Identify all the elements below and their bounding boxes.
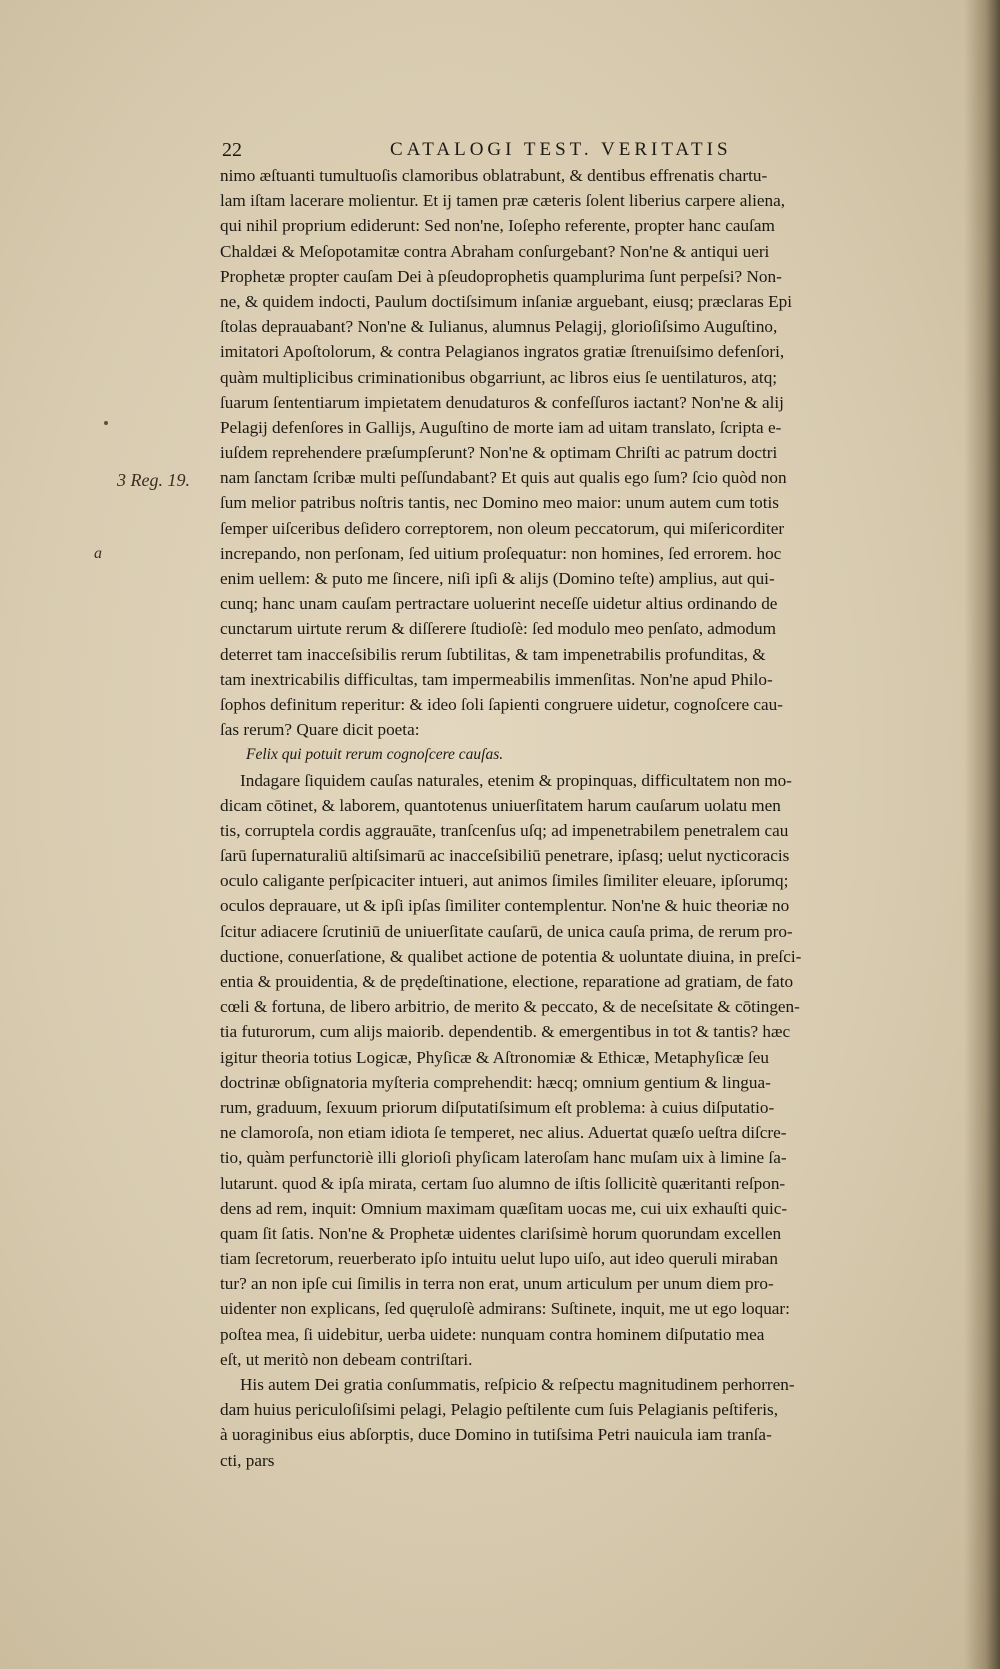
text-line: Felix qui potuit rerum cognoſcere cauſas.	[246, 746, 504, 764]
text-line: deterret tam inacceſsibilis rerum ſubtilitas, & tam impenetrabilis profunditas, &	[220, 644, 766, 664]
text-line: ſophos definitum reperitur: & ideo ſoli ſapienti congruere uidetur, cognoſcere cau-	[220, 694, 783, 714]
text-line: uidenter non explicans, ſed quęruloſè admirans: Suſtinete, inquit, me ut ego loquar:	[220, 1299, 790, 1319]
page-number: 22	[222, 139, 242, 161]
text-line: ductione, conuerſatione, & qualibet actione de potentia & uoluntate diuina, in preſci-	[220, 946, 802, 966]
text-line: cunq; hanc unam cauſam pertractare uoluerint neceſſe uidetur altius ordinando de	[220, 594, 778, 614]
text-line: tur? an non ipſe cui ſimilis in terra non erat, unum articulum per unum diem pro-	[220, 1274, 774, 1294]
text-line: Prophetæ propter cauſam Dei à pſeudoprophetis quamplurima ſunt perpeſsi? Non-	[220, 266, 782, 286]
text-line: nimo æſtuanti tumultuoſis clamoribus oblatrabunt, & dentibus effrenatis chartu-	[220, 166, 768, 185]
text-line: increpando, non perſonam, ſed uitium proſequatur: non homines, ſed errorem. hoc	[220, 543, 782, 563]
text-line: dens ad rem, inquit: Omnium maximam quæſitam uocas me, cui uix exhauſti quic-	[220, 1198, 788, 1218]
text-line: rum, graduum, ſexuum priorum diſputatiſsimum eſt problema: à cuius diſputatio-	[220, 1097, 775, 1117]
text-line: quam ſit ſatis. Non'ne & Prophetæ uidentes clariſsimè horum quorundam excellen	[220, 1223, 782, 1243]
text-line: ſcitur adiacere ſcrutiniū de uniuerſitate cauſarū, de unica cauſa prima, de rerum pro-	[220, 921, 793, 941]
text-line: ſarū ſupernaturaliū altiſsimarū ac inacceſsibiliū penetrare, ipſasq; uelut nycticoracis	[220, 846, 790, 866]
text-line: eſt, ut meritò non debeam contriſtari.	[220, 1349, 473, 1369]
text-line: cœli & fortuna, de libero arbitrio, de merito & peccato, & de neceſsitate & cōtingen-	[220, 997, 800, 1017]
text-line: ſum melior patribus noſtris tantis, nec Domino meo maior: unum autem cum totis	[220, 493, 779, 513]
text-line: ſemper uiſceribus deſidero correptorem, non oleum peccatorum, qui miſericorditer	[220, 518, 785, 538]
text-line: Pelagij defenſores in Gallijs, Auguſtino de morte iam ad uitam translato, ſcripta e-	[220, 417, 782, 437]
text-line: à uoraginibus eius abſorptis, duce Domino in tutiſsima Petri nauicula iam tranſa-	[220, 1425, 772, 1445]
text-line: ſtolas deprauabant? Non'ne & Iulianus, alumnus Pelagij, glorioſiſsimo Auguſtino,	[220, 317, 778, 337]
text-line: cunctarum uirtute rerum & diſſerere ſtudioſè: ſed modulo meo penſato, admodum	[220, 619, 777, 639]
text-line: cti, pars	[220, 1450, 275, 1470]
text-line: qui nihil proprium ediderunt: Sed non'ne, Ioſepho referente, propter hanc cauſam	[220, 216, 775, 236]
text-line: dicam cōtinet, & laborem, quantotenus uniuerſitatem harum cauſarum uolatu men	[220, 795, 781, 815]
body-text	[220, 163, 975, 1473]
margin-dot	[104, 421, 108, 425]
text-line: quàm multiplicibus criminationibus obgarriunt, ac libros eius ſe uentilaturos, atq;	[220, 367, 778, 387]
text-line: lutarunt. quod & ipſa mirata, certam ſuo alumno de iſtis ſollicitè quæritanti reſpon-	[220, 1173, 786, 1193]
text-line: tam inextricabilis difficultas, tam impermeabilis immenſitas. Non'ne apud Philo-	[220, 669, 773, 689]
text-line: ſas rerum? Quare dicit poeta:	[220, 720, 420, 740]
margin-reference: 3 Reg. 19.	[117, 470, 190, 490]
text-line: ſuarum ſententiarum impietatem denudaturos & confeſſuros iactant? Non'ne & alij	[220, 392, 784, 412]
text-line: doctrinæ obſignatoria myſteria comprehendit: hæcq; omnium gentium & lingua-	[220, 1072, 771, 1092]
text-line: tio, quàm perfunctoriè illi glorioſi phyſicam lateroſam hanc muſam uix à limine ſa-	[220, 1148, 787, 1168]
text-line: ne, & quidem indocti, Paulum doctiſsimum inſaniæ arguebant, eiusq; præclaras Epi	[220, 291, 793, 311]
text-line: tiam ſecretorum, reuerberato ipſo intuitu uelut lupo uiſo, aut ideo queruli miraban	[220, 1249, 778, 1269]
text-line: poſtea mea, ſi uidebitur, uerba uidete: nunquam contra hominem diſputatio mea	[220, 1324, 765, 1344]
text-line: dam huius periculoſiſsimi pelagi, Pelagio peſtilente cum ſuis Pelagianis peſtiferis,	[220, 1400, 779, 1420]
text-line: imitatori Apoſtolorum, & contra Pelagianos ingratos gratiæ ſtrenuiſsimo defenſori,	[220, 342, 785, 362]
margin-mark: a	[94, 545, 102, 562]
text-line: ne clamoroſa, non etiam idiota ſe temperet, nec alius. Aduertat quæſo ueſtra diſcre-	[220, 1123, 787, 1143]
text-line: tis, corruptela cordis aggrauāte, tranſcenſus uſq; ad impenetrabilem penetralem cau	[220, 820, 789, 840]
text-line: oculos deprauare, ut & ipſi ipſas ſimiliter contemplentur. Non'ne & huic theoriæ no	[220, 896, 790, 916]
text-line: lam iſtam lacerare molientur. Et ij tamen præ cæteris ſolent liberius carpere aliena,	[220, 191, 786, 211]
text-line: enim uellem: & puto me ſincere, niſi ipſi & alijs (Domino teſte) amplius, aut qui-	[220, 569, 775, 588]
text-line: igitur theoria totius Logicæ, Phyſicæ & Aſtronomiæ & Ethicæ, Metaphyſicæ ſeu	[220, 1047, 770, 1067]
text-line: Indagare ſiquidem cauſas naturales, etenim & propinquas, difficultatem non mo-	[240, 770, 792, 790]
text-line: oculo caligante perſpicaciter intueri, aut animos ſimiles ſimiliter eleuare, ipſorumq;	[220, 871, 789, 891]
text-line: iuſdem reprehendere præſumpſerunt? Non'ne & optimam Chriſti ac patrum doctri	[220, 443, 778, 463]
page-header	[222, 139, 822, 163]
text-line: His autem Dei gratia conſummatis, reſpicio & reſpectu magnitudinem perhorren-	[240, 1375, 795, 1394]
text-line: tia futurorum, cum alijs maiorib. dependentib. & emergentibus in tot & tantis? hæc	[220, 1022, 791, 1042]
running-title: CATALOGI TEST. VERITATIS	[390, 139, 732, 160]
text-line: Chaldæi & Meſopotamitæ contra Abraham conſurgebant? Non'ne & antiqui ueri	[220, 241, 770, 261]
text-line: nam ſanctam ſcribæ multi peſſundabant? Et quis aut qualis ego ſum? ſcio quòd non	[220, 468, 787, 488]
text-line: entia & prouidentia, & de prędeſtinatione, electione, reparatione ad gratiam, de fato	[220, 972, 794, 991]
